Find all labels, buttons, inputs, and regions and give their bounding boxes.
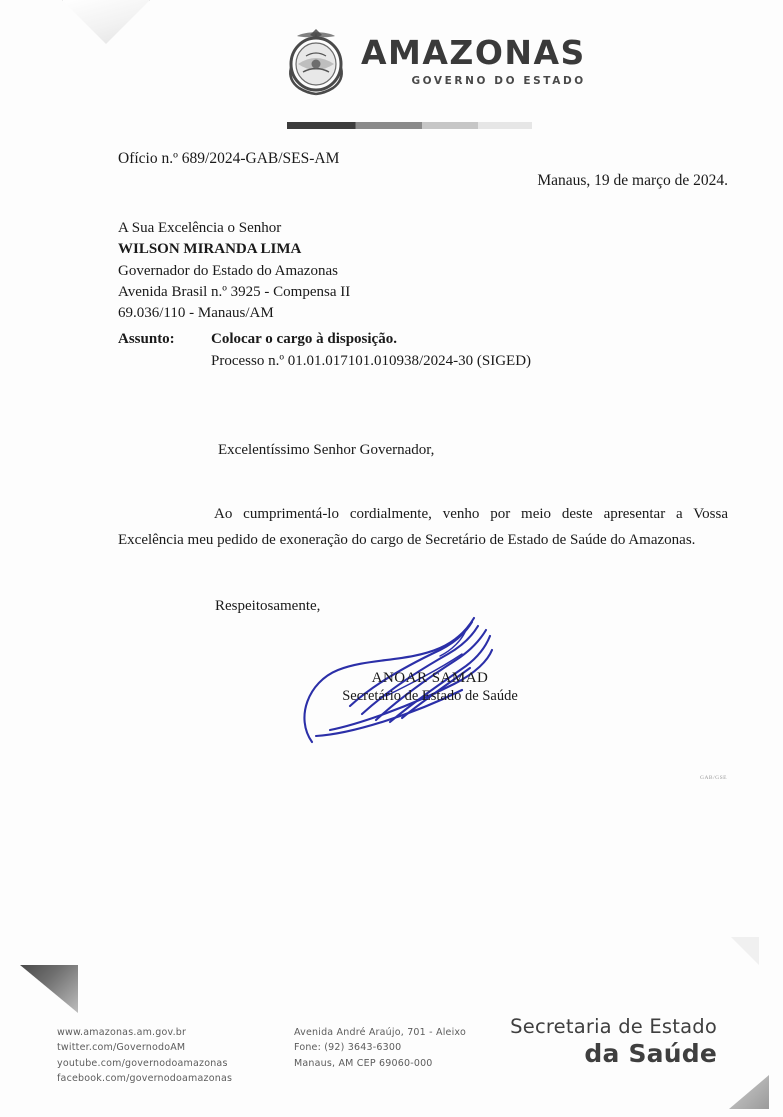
addressee-name: WILSON MIRANDA LIMA (118, 241, 302, 258)
document-header (0, 0, 783, 140)
footer-site-link[interactable]: www.amazonas.am.gov.br (57, 1027, 187, 1038)
footer-department-brand (510, 1015, 717, 1068)
subject-value: Colocar o cargo à disposição. (211, 331, 397, 347)
footer-brand-line-1: Secretaria de Estado (510, 1015, 717, 1038)
footer-corner-fold-left-decoration (20, 965, 78, 1013)
footer-brand-line-2: da Saúde (584, 1039, 717, 1068)
greeting-line: Excelentíssimo Senhor Governador, (218, 442, 435, 458)
footer-web-links (57, 1025, 232, 1087)
footer-city: Manaus, AM CEP 69060-000 (294, 1057, 433, 1069)
footer-twitter-link[interactable]: twitter.com/GovernodoAM (57, 1042, 186, 1054)
footer-address-block (294, 1025, 466, 1071)
footer-facebook-link[interactable]: facebook.com/governodoamazonas (57, 1073, 233, 1085)
process-number: Processo n.º 01.01.017101.010938/2024-30 (SIGED) (211, 352, 532, 369)
stamp-mark: GAB/GSE (699, 775, 727, 781)
subject-label: Assunto: (118, 331, 175, 347)
body-paragraph: Ao cumprimentá-lo cordialmente, venho por meio deste apresentar a Vossa Excelência meu pedido de exoneração do cargo de Secretário de Estado de Saúde do Amazonas. (118, 506, 728, 548)
signatory-role: Secretário de Estado de Saúde (342, 688, 518, 704)
footer-street: Avenida André Araújo, 701 - Aleixo (294, 1027, 466, 1038)
addressee-city: 69.036/110 - Manaus/AM (118, 305, 274, 322)
signatory-name: ANOAR SAMAD (371, 670, 489, 686)
government-brand (283, 26, 586, 96)
closing-line: Respeitosamente, (215, 598, 321, 614)
footer-faint-decoration (731, 937, 759, 965)
amazonas-state-coat-of-arms-icon (283, 26, 349, 96)
document-footer (0, 927, 783, 1117)
footer-youtube-link[interactable]: youtube.com/governodoamazonas (57, 1057, 228, 1069)
brand-subtitle: GOVERNO DO ESTADO (411, 75, 586, 87)
addressee-role: Governador do Estado do Amazonas (118, 262, 338, 279)
city-and-date: Manaus, 19 de março de 2024. (537, 172, 728, 189)
header-rule-bar (287, 122, 532, 129)
brand-text (361, 26, 586, 87)
page-corner-fold-decoration (62, 0, 150, 44)
addressee-street: Avenida Brasil n.º 3925 - Compensa II (118, 283, 351, 300)
brand-title: AMAZONAS (361, 33, 586, 72)
footer-phone: Fone: (92) 3643-6300 (294, 1042, 402, 1054)
subject-block (118, 329, 531, 373)
addressee-line-1: A Sua Excelência o Senhor (118, 220, 282, 236)
footer-corner-fold-right-decoration (729, 1075, 769, 1109)
addressee-block (118, 218, 350, 324)
oficio-number: Ofício n.º 689/2024-GAB/SES-AM (118, 150, 340, 167)
